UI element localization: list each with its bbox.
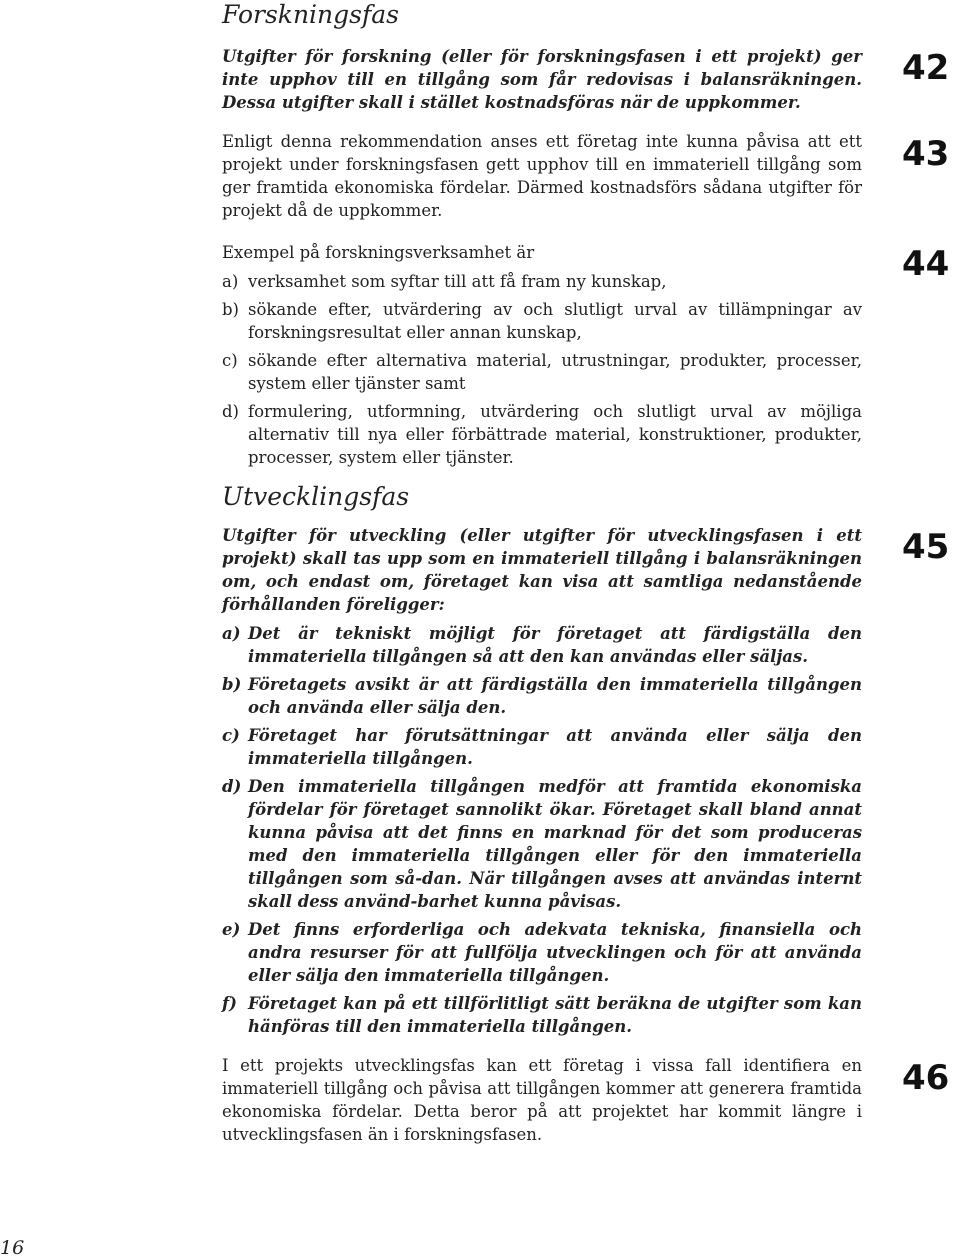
paragraph-number-43: 43 bbox=[902, 134, 950, 174]
paragraph-42: Utgifter för forskning (eller för forskningsfasen i ett projekt) ger inte upphov till en tillgång som får redovisas i balansräkningen. Dessa utgifter skall i stället kostnadsföras när de uppkommer. bbox=[222, 47, 862, 112]
paragraph-number-44: 44 bbox=[902, 244, 950, 284]
paragraph-44-intro: Exempel på forskningsverksamhet är bbox=[222, 243, 535, 262]
paragraph-number-46: 46 bbox=[902, 1058, 950, 1098]
paragraph-number-45: 45 bbox=[902, 527, 950, 567]
list-item: e) Det finns erforderliga och adekvata tekniska, finansiella och andra resurser för att fullfölja utvecklingen och för att använda eller sälja den immateriella tillgången. bbox=[222, 920, 862, 985]
paragraph-45-intro: Utgifter för utveckling (eller utgifter för utvecklingsfasen i ett projekt) skall tas upp som en immateriell tillgång i balansräkningen om, och endast om, företaget kan visa att samtliga nedanstående förhållanden föreligger: bbox=[222, 526, 862, 614]
section-heading-research: Forskningsfas bbox=[222, 0, 399, 29]
list-item: c) Företaget har förutsättningar att använda eller sälja den immateriella tillgången. bbox=[222, 726, 862, 768]
list-item: f) Företaget kan på ett tillförlitligt sätt beräkna de utgifter som kan hänföras till den immateriella tillgången. bbox=[222, 994, 862, 1036]
page-number: 16 bbox=[0, 1237, 25, 1259]
development-criteria-list bbox=[222, 622, 862, 1038]
list-item: b) Företagets avsikt är att färdigställa den immateriella tillgången och använda eller sälja den. bbox=[222, 675, 862, 717]
research-examples-list bbox=[222, 270, 862, 469]
list-item: c) sökande efter alternativa material, utrustningar, produkter, processer, system eller tjänster samt bbox=[222, 351, 862, 393]
list-item: a) Det är tekniskt möjligt för företaget att färdigställa den immateriella tillgången så att den kan användas eller säljas. bbox=[222, 624, 862, 666]
list-item: a) verksamhet som syftar till att få fram ny kunskap, bbox=[222, 272, 667, 291]
paragraph-43: Enligt denna rekommendation anses ett företag inte kunna påvisa att ett projekt under forskningsfasen gett upphov till en immateriell tillgång som ger framtida ekonomiska fördelar. Därmed kostnadsförs sådana utgifter för projekt då de uppkommer. bbox=[222, 132, 862, 220]
list-item: d) formulering, utformning, utvärdering och slutligt urval av möjliga alternativ till nya eller förbättrade material, konstruktioner, produkter, processer, system eller tjänster. bbox=[222, 402, 862, 467]
paragraph-46: I ett projekts utvecklingsfas kan ett företag i vissa fall identifiera en immateriell tillgång och påvisa att tillgången kommer att generera framtida ekonomiska fördelar. Detta beror på att projektet har kommit längre i utvecklingsfasen än i forskningsfasen. bbox=[222, 1056, 862, 1144]
list-item: b) sökande efter, utvärdering av och slutligt urval av tillämpningar av forskningsresultat eller annan kunskap, bbox=[222, 300, 862, 342]
list-item: d) Den immateriella tillgången medför att framtida ekonomiska fördelar för företaget sannolikt ökar. Företaget skall bland annat kunna påvisa att det finns en marknad för det som produceras med den immateriella tillgången eller för den immateriella tillgången som så-dan. När tillgången avses att användas internt skall dess använd-barhet kunna påvisas. bbox=[222, 777, 862, 911]
section-heading-development: Utvecklingsfas bbox=[222, 482, 410, 511]
paragraph-number-42: 42 bbox=[902, 48, 950, 88]
